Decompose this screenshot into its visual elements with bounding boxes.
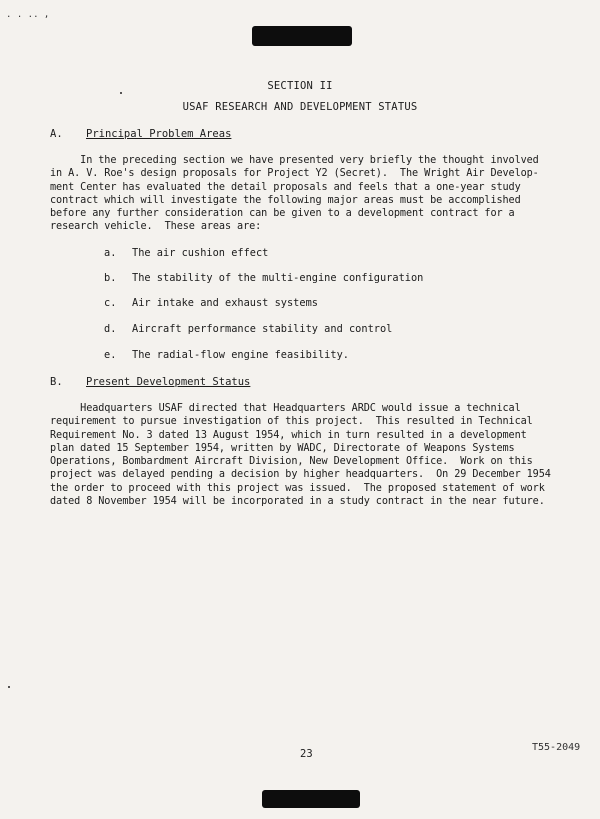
heading-b — [50, 376, 250, 388]
paragraph-line: Requirement No. 3 dated 13 August 1954, which in turn resulted in a development — [50, 429, 527, 441]
paragraph-line: research vehicle. These areas are: — [50, 221, 262, 233]
list-item: c. Air intake and exhaust systems — [104, 297, 318, 309]
scan-speck — [8, 686, 10, 688]
paragraph-line: plan dated 15 September 1954, written by WADC, Directorate of Weapons Systems — [50, 442, 515, 454]
scan-speck — [120, 92, 122, 94]
section-title: SECTION II — [267, 80, 333, 92]
list-item: a. The air cushion effect — [104, 247, 269, 259]
list-item: d. Aircraft performance stability and control — [104, 323, 393, 335]
paragraph-line: ment Center has evaluated the detail proposals and feels that a one-year study — [50, 181, 521, 193]
redaction-bar-top — [252, 26, 352, 46]
paragraph-line: the order to proceed with this project was issued. The proposed statement of work — [50, 482, 545, 494]
paragraph-line: Operations, Bombardment Aircraft Division, New Development Office. Work on this — [50, 456, 533, 468]
paragraph-line: before any further consideration can be given to a development contract for a — [50, 208, 515, 220]
paragraph-line: Headquarters USAF directed that Headquarters ARDC would issue a technical — [50, 403, 521, 414]
heading-b-text: Present Development Status — [86, 376, 251, 388]
heading-a — [50, 128, 231, 140]
list-item: b. The stability of the multi-engine configuration — [104, 272, 424, 284]
paragraph-line: project was delayed pending a decision by higher headquarters. On 29 December 1954 — [50, 469, 551, 481]
paragraph-line: In the preceding section we have presented very briefly the thought involved — [50, 155, 539, 166]
page-number: 23 — [300, 748, 313, 760]
document-id: T55-2049 — [532, 742, 581, 753]
paragraph-b — [50, 402, 590, 508]
redaction-bar-bottom — [262, 790, 360, 808]
list-item: e. The radial-flow engine feasibility. — [104, 349, 349, 361]
section-subtitle: USAF RESEARCH AND DEVELOPMENT STATUS — [182, 101, 418, 113]
heading-b-letter: B. — [50, 376, 63, 388]
heading-a-text: Principal Problem Areas — [86, 128, 232, 140]
paragraph-line: requirement to pursue investigation of this project. This resulted in Technical — [50, 416, 533, 428]
paragraph-a — [50, 154, 590, 234]
paragraph-line: contract which will investigate the following major areas must be accomplished — [50, 194, 521, 206]
paragraph-line: in A. V. Roe's design proposals for Project Y2 (Secret). The Wright Air Develop- — [50, 168, 539, 180]
heading-a-letter: A. — [50, 128, 63, 140]
corner-marks: . . .. , — [6, 10, 50, 20]
paragraph-line: dated 8 November 1954 will be incorporated in a study contract in the near future. — [50, 496, 545, 508]
